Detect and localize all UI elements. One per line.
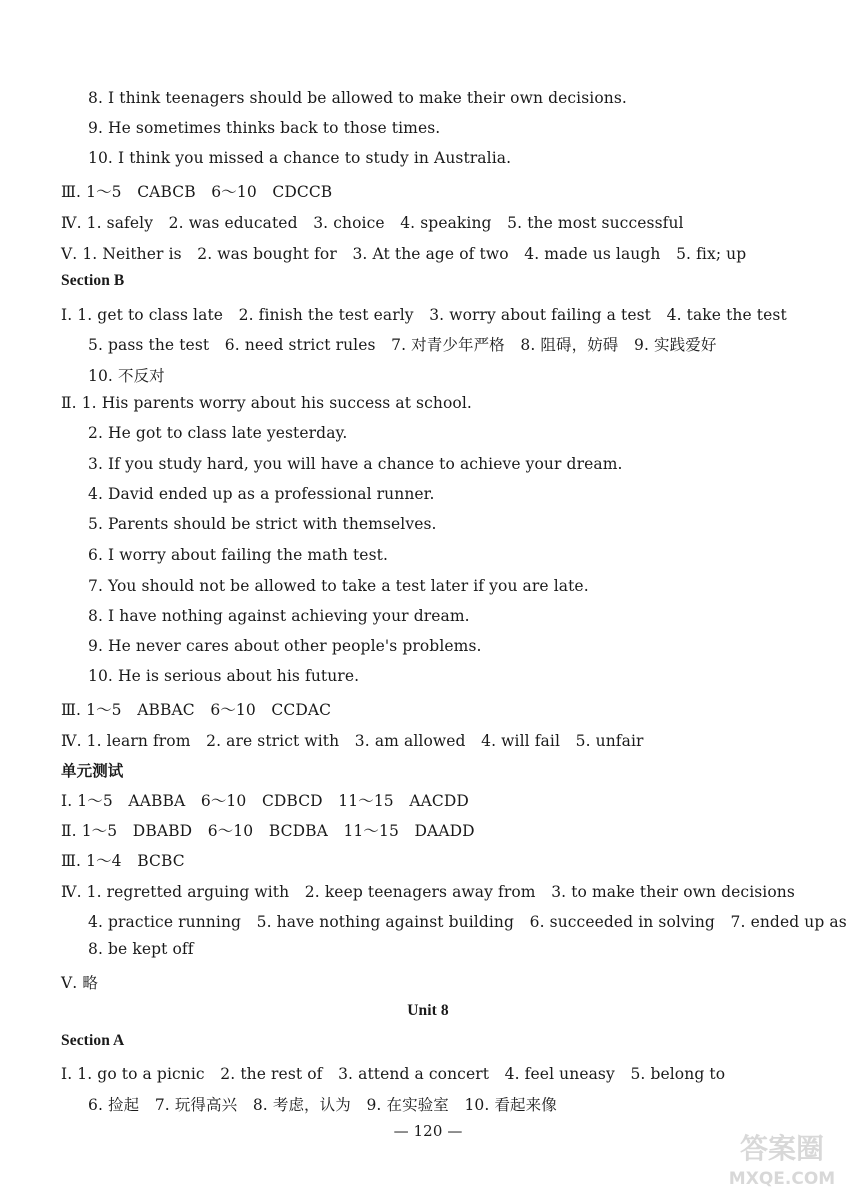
line-08: Ⅰ. 1. get to class late 2. finish the test early 3. worry about failing a test 4. take the test — [61, 306, 787, 324]
line-20: 10. He is serious about his future. — [88, 667, 360, 685]
line-01: 8. I think teenagers should be allowed to make their own decisions. — [88, 89, 627, 107]
line-30: Ⅴ. 略 — [61, 974, 98, 992]
line-27: Ⅳ. 1. regretted arguing with 2. keep teenagers away from 3. to make their own decisions — [61, 883, 795, 901]
line-10: 10. 不反对 — [88, 367, 165, 385]
section-a-heading: Section A — [61, 1032, 125, 1049]
line-16: 6. I worry about failing the math test. — [88, 546, 388, 564]
line-34: 6. 捡起 7. 玩得高兴 8. 考虑，认为 9. 在实验室 10. 看起来像 — [88, 1096, 557, 1114]
line-13: 3. If you study hard, you will have a chance to achieve your dream. — [88, 455, 623, 473]
line-28: 4. practice running 5. have nothing against building 6. succeeded in solving 7. ended up as — [88, 913, 847, 931]
line-26: Ⅲ. 1～4 BCBC — [61, 852, 185, 870]
line-11: Ⅱ. 1. His parents worry about his success at school. — [61, 394, 472, 412]
line-12: 2. He got to class late yesterday. — [88, 424, 348, 442]
line-21: Ⅲ. 1～5 ABBAC 6～10 CCDAC — [61, 701, 332, 719]
line-06: Ⅴ. 1. Neither is 2. was bought for 3. At the age of two 4. made us laugh 5. fix; up — [61, 245, 747, 263]
line-04: Ⅲ. 1～5 CABCB 6～10 CDCCB — [61, 183, 333, 201]
line-29: 8. be kept off — [88, 940, 194, 958]
section-b-heading: Section B — [61, 272, 125, 289]
unit-test-heading: 单元测试 — [61, 763, 124, 780]
line-18: 8. I have nothing against achieving your dream. — [88, 607, 470, 625]
page-number: — 120 — — [393, 1122, 463, 1140]
line-02: 9. He sometimes thinks back to those times. — [88, 119, 441, 137]
line-17: 7. You should not be allowed to take a test later if you are late. — [88, 577, 589, 595]
line-03: 10. I think you missed a chance to study in Australia. — [88, 149, 512, 167]
line-14: 4. David ended up as a professional runner. — [88, 485, 435, 503]
line-33: Ⅰ. 1. go to a picnic 2. the rest of 3. attend a concert 4. feel uneasy 5. belong to — [61, 1065, 726, 1083]
line-19: 9. He never cares about other people's problems. — [88, 637, 482, 655]
watermark-logo — [722, 1124, 842, 1190]
line-15: 5. Parents should be strict with themselves. — [88, 515, 437, 533]
line-25: Ⅱ. 1～5 DBABD 6～10 BCDBA 11～15 DAADD — [61, 822, 475, 840]
line-22: Ⅳ. 1. learn from 2. are strict with 3. am allowed 4. will fail 5. unfair — [61, 732, 644, 750]
watermark-url: MXQE.COM — [728, 1169, 836, 1189]
watermark-text: 答案圈 — [739, 1132, 825, 1165]
unit-title: Unit 8 — [407, 1002, 449, 1019]
line-24: Ⅰ. 1～5 AABBA 6～10 CDBCD 11～15 AACDD — [61, 792, 469, 810]
line-09: 5. pass the test 6. need strict rules 7. 对青少年严格 8. 阻碍，妨碍 9. 实践爱好 — [88, 336, 717, 354]
line-05: Ⅳ. 1. safely 2. was educated 3. choice 4. speaking 5. the most successful — [61, 214, 684, 232]
